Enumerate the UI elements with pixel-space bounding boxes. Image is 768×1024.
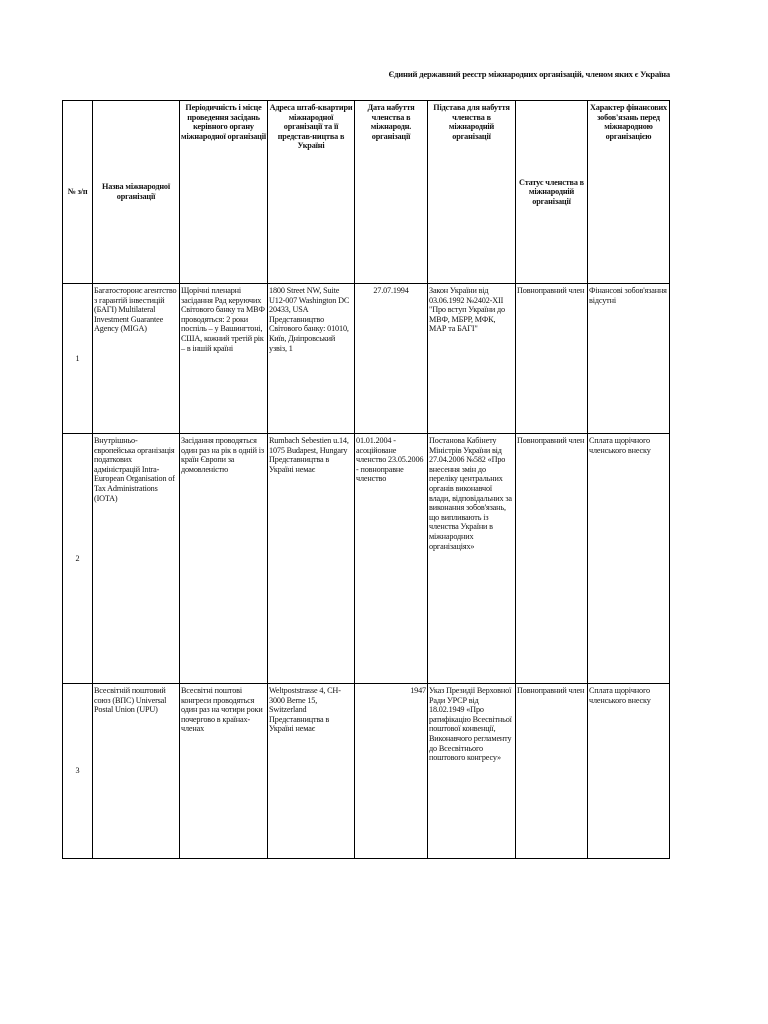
- cell-periodicity: Засідання проводяться один раз на рік в одній із країн Європи за домовленістю: [180, 434, 268, 684]
- cell-financial: Сплата щорічного членського внеску: [588, 434, 670, 684]
- cell-address: Rumbach Sebestien u.14, 1075 Budapest, Hungary Представництва в Україні немає: [268, 434, 355, 684]
- header-address: Адреса штаб-квартири міжнародної організації та її представ-ництва в Україні: [268, 101, 355, 284]
- cell-status: Повноправний член: [516, 434, 588, 684]
- cell-periodicity: Всесвітні поштові конгреси проводяться один раз на чотири роки почергово в країнах-членах: [180, 684, 268, 859]
- header-basis: Підстава для набуття членства в міжнародній організації: [428, 101, 516, 284]
- cell-basis: Закон України від 03.06.1992 №2402-XII "Про вступ України до МВФ, МБРР, МФК, МАР та БАГІ": [428, 284, 516, 434]
- cell-date: 27.07.1994: [355, 284, 428, 434]
- header-status: Статус членства в міжнародній організації: [516, 101, 588, 284]
- header-date: Дата набуття членства в міжнародн. організації: [355, 101, 428, 284]
- cell-status: Повноправний член: [516, 284, 588, 434]
- cell-date: 1947: [355, 684, 428, 859]
- registry-table: [62, 100, 670, 859]
- cell-num: 2: [63, 434, 93, 684]
- cell-name: Багатосторонє агентство з гарантій інвестицій (БАГІ) Multilateral Investment Guarantee Agency (MIGA): [93, 284, 180, 434]
- cell-num: 3: [63, 684, 93, 859]
- cell-financial: Сплата щорічного членського внеску: [588, 684, 670, 859]
- header-num: № з/п: [63, 101, 93, 284]
- cell-name: Внутрішньо-європейська організація податкових адміністрацій Intra-European Organisation of Tax Administrations (IOTA): [93, 434, 180, 684]
- cell-periodicity: Щорічні пленарні засідання Рад керуючих Світового банку та МВФ проводяться: 2 роки поспіль – у Вашингтоні, США, кожний третій рік – в іншій країні: [180, 284, 268, 434]
- header-financial: Характер фінансових зобов'язань перед міжнародною організацією: [588, 101, 670, 284]
- table-row: [63, 284, 670, 434]
- document-title: Єдиний державний реєстр міжнародних організацій, членом яких є Україна: [388, 69, 670, 79]
- cell-name: Всесвітній поштовий союз (ВПС) Universal Postal Union (UPU): [93, 684, 180, 859]
- cell-financial: Фінансові зобов'язання відсутні: [588, 284, 670, 434]
- header-periodicity: Періодичність і місце проведення засідань керівного органу міжнародної організації: [180, 101, 268, 284]
- cell-date: 01.01.2004 - асоційоване членство 23.05.2006 - повноправне членство: [355, 434, 428, 684]
- cell-address: 1800 Street NW, Suite U12-007 Washington DC 20433, USA Представництво Світового банку: 01010, Київ, Дніпровський узвіз, 1: [268, 284, 355, 434]
- table-row: [63, 684, 670, 859]
- header-name: Назва міжнародної організації: [93, 101, 180, 284]
- cell-status: Повноправний член: [516, 684, 588, 859]
- cell-address: Weltpoststrasse 4, CH-3000 Berne 15, Switzerland Представництва в Україні немає: [268, 684, 355, 859]
- cell-basis: Постанова Кабінету Міністрів України від 27.04.2006 №582 «Про внесення змін до переліку центральних органів виконавчої влади, відповідальних за виконання зобов'язань, що випливають із членства України в міжнародних організаціях»: [428, 434, 516, 684]
- table-row: [63, 434, 670, 684]
- cell-num: 1: [63, 284, 93, 434]
- table-header-row: [63, 101, 670, 284]
- cell-basis: Указ Президії Верховної Ради УРСР від 18.02.1949 «Про ратифікацію Всесвітньої поштової конвенції, Виконавчого регламенту до Всесвітнього поштового конгресу»: [428, 684, 516, 859]
